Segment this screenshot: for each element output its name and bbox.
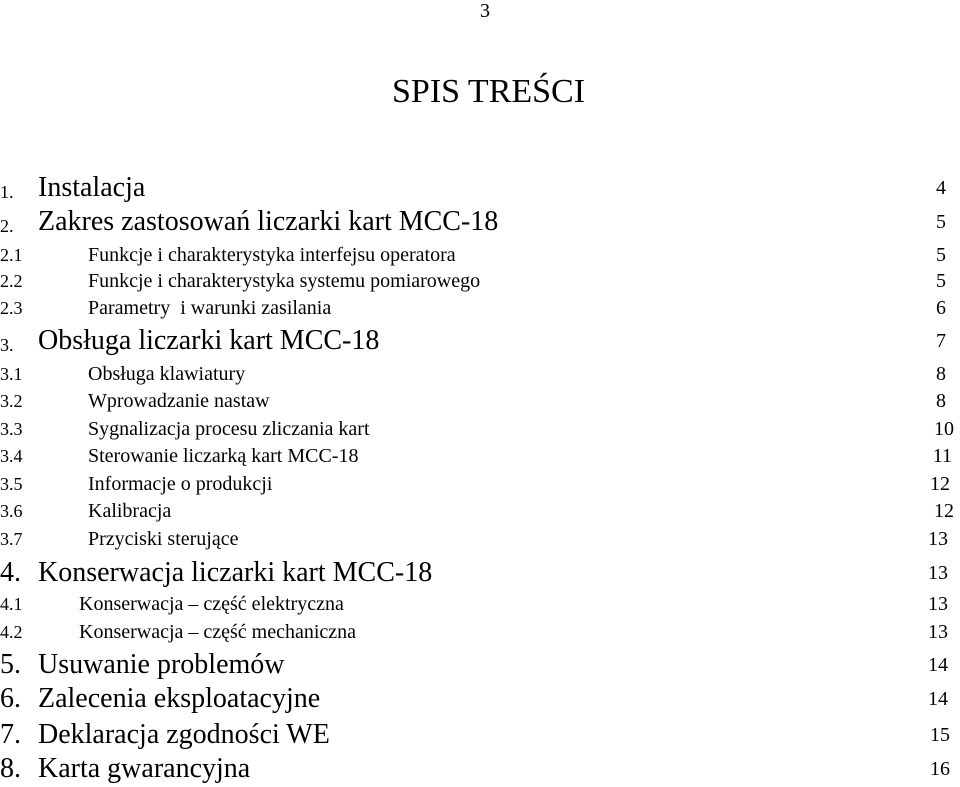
toc-entry-label: Deklaracja zgodności WE [38, 719, 330, 750]
toc-entry-2-1[interactable] [0, 242, 960, 268]
toc-entry-page: 14 [928, 654, 948, 676]
toc-entry-page: 8 [936, 363, 946, 385]
toc-entry-1[interactable] [0, 171, 960, 205]
toc-entry-label: Kalibracja [88, 500, 172, 522]
toc-entry-page: 5 [936, 211, 946, 233]
toc-entry-label: Obsługa klawiatury [88, 363, 246, 385]
toc-entry-number: 3.2 [0, 391, 23, 411]
toc-entry-2-3[interactable] [0, 295, 960, 321]
toc-entry-4-1[interactable] [0, 591, 960, 617]
toc-entry-3-1[interactable] [0, 361, 960, 387]
toc-entry-label: Konserwacja – część elektryczna [79, 593, 344, 615]
toc-entry-number: 4.1 [0, 594, 23, 614]
toc-entry-label: Zalecenia eksploatacyjne [38, 683, 321, 714]
toc-entry-page: 13 [928, 593, 948, 615]
toc-entry-number: 2.1 [0, 245, 23, 265]
toc-entry-3-7[interactable] [0, 526, 960, 552]
toc-entry-page: 16 [930, 758, 950, 780]
toc-entry-number: 3.7 [0, 529, 23, 549]
toc-entry-number: 5. [0, 649, 21, 680]
toc-entry-6[interactable] [0, 682, 960, 716]
toc-entry-page: 13 [928, 528, 948, 550]
page-title: SPIS TREŚCI [392, 73, 586, 110]
toc-entry-page: 13 [928, 562, 948, 584]
page-number: 3 [480, 0, 490, 22]
toc-entry-label: Funkcje i charakterystyka systemu pomiarowego [88, 270, 481, 292]
toc-entry-label: Informacje o produkcji [88, 473, 273, 495]
toc-entry-3[interactable] [0, 324, 960, 358]
toc-entry-label: Przyciski sterujące [88, 528, 239, 550]
toc-entry-page: 7 [936, 330, 946, 352]
toc-entry-label: Obsługa liczarki kart MCC-18 [38, 325, 380, 356]
toc-entry-2-2[interactable] [0, 268, 960, 294]
toc-entry-page: 5 [936, 244, 946, 266]
toc-entry-number: 2. [0, 216, 14, 236]
toc-entry-label: Instalacja [38, 172, 146, 203]
toc-entry-page: 8 [936, 390, 946, 412]
toc-entry-number: 3.5 [0, 474, 23, 494]
toc-entry-page: 5 [936, 270, 946, 292]
toc-entry-number: 7. [0, 719, 21, 750]
toc-entry-8[interactable] [0, 752, 960, 786]
toc-entry-label: Konserwacja – część mechaniczna [79, 621, 357, 643]
toc-entry-label: Sterowanie liczarką kart MCC-18 [88, 445, 359, 467]
toc-entry-number: 4.2 [0, 622, 23, 642]
toc-entry-number: 3.6 [0, 501, 23, 521]
toc-entry-page: 14 [928, 688, 948, 710]
toc-entry-label: Sygnalizacja procesu zliczania kart [88, 418, 370, 440]
toc-entry-3-6[interactable] [0, 498, 960, 524]
toc-entry-label: Funkcje i charakterystyka interfejsu operatora [88, 244, 456, 266]
toc-entry-label: Usuwanie problemów [38, 649, 285, 680]
toc-entry-3-3[interactable] [0, 416, 960, 442]
toc-entry-page: 12 [934, 500, 954, 522]
toc-entry-page: 15 [930, 724, 950, 746]
toc-entry-4-2[interactable] [0, 619, 960, 645]
toc-entry-number: 4. [0, 557, 21, 588]
toc-entry-number: 6. [0, 683, 21, 714]
toc-entry-number: 2.3 [0, 298, 23, 318]
toc-entry-number: 3.3 [0, 419, 23, 439]
toc-entry-number: 3.4 [0, 446, 23, 466]
toc-entry-3-4[interactable] [0, 443, 960, 469]
toc-entry-label: Parametry i warunki zasilania [88, 297, 332, 319]
toc-entry-page: 6 [936, 297, 946, 319]
toc-entry-5[interactable] [0, 648, 960, 682]
toc-entry-number: 3.1 [0, 364, 23, 384]
toc-entry-7[interactable] [0, 718, 960, 752]
toc-entry-4[interactable] [0, 556, 960, 590]
toc-entry-label: Karta gwarancyjna [38, 753, 251, 784]
toc-entry-label: Wprowadzanie nastaw [88, 390, 270, 412]
toc-entry-page: 13 [928, 621, 948, 643]
toc-entry-page: 11 [932, 445, 952, 467]
toc-entry-3-5[interactable] [0, 471, 960, 497]
toc-entry-2[interactable] [0, 205, 960, 239]
toc-entry-3-2[interactable] [0, 388, 960, 414]
toc-entry-label: Zakres zastosowań liczarki kart MCC-18 [38, 206, 499, 237]
toc-entry-number: 2.2 [0, 271, 23, 291]
toc-entry-number: 1. [0, 182, 14, 202]
toc-entry-page: 12 [930, 473, 950, 495]
toc-entry-number: 3. [0, 335, 14, 355]
toc-entry-label: Konserwacja liczarki kart MCC-18 [38, 557, 433, 588]
toc-entry-number: 8. [0, 753, 21, 784]
toc-entry-page: 10 [934, 418, 954, 440]
toc-entry-page: 4 [936, 177, 946, 199]
